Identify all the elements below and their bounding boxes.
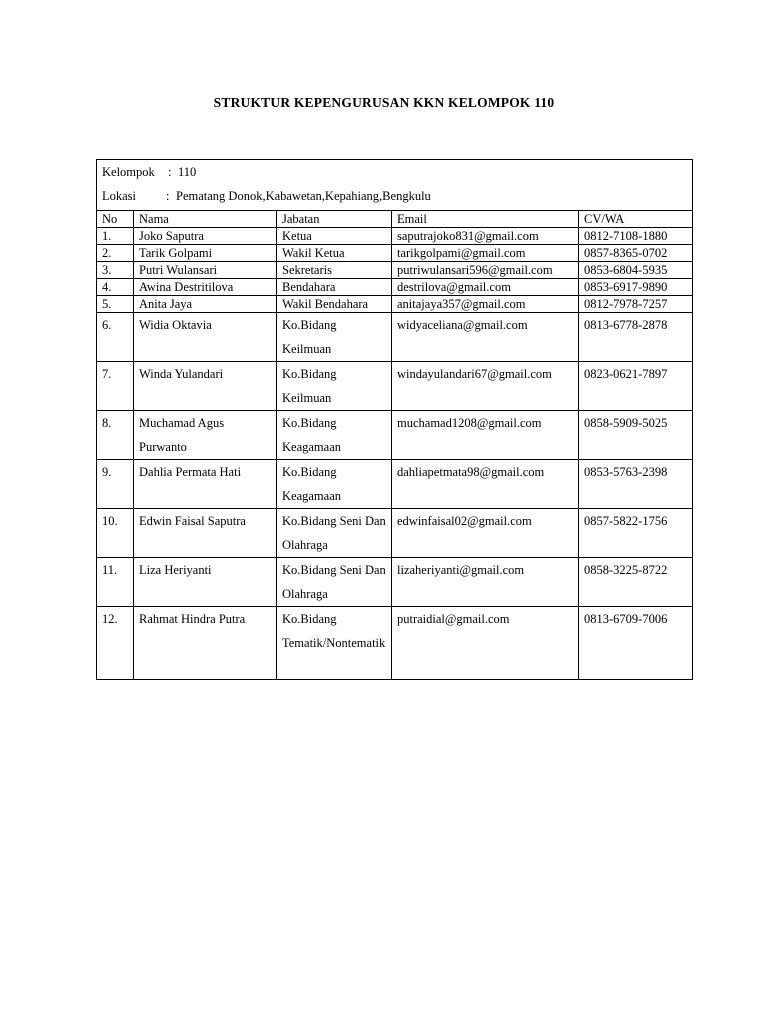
cell-email: destrilova@gmail.com xyxy=(392,279,579,296)
table-row xyxy=(97,460,693,509)
cell-nama: Edwin Faisal Saputra xyxy=(134,509,277,558)
cell-email: lizaheriyanti@gmail.com xyxy=(392,558,579,607)
cell-jabatan: Wakil Bendahara xyxy=(277,296,392,313)
table-row xyxy=(97,411,693,460)
kelompok-value: 110 xyxy=(178,165,197,179)
cell-nama: Putri Wulansari xyxy=(134,262,277,279)
kelompok-line xyxy=(102,160,687,184)
table-row xyxy=(97,228,693,245)
cell-no: 5. xyxy=(97,296,134,313)
table-meta-row xyxy=(97,160,693,211)
cell-no: 6. xyxy=(97,313,134,362)
lokasi-separator: : xyxy=(166,189,170,203)
cell-email: windayulandari67@gmail.com xyxy=(392,362,579,411)
table-row xyxy=(97,313,693,362)
table-row xyxy=(97,509,693,558)
column-header-nama: Nama xyxy=(134,211,277,228)
cell-jabatan: Ketua xyxy=(277,228,392,245)
cell-nama: Liza Heriyanti xyxy=(134,558,277,607)
table-row xyxy=(97,279,693,296)
cell-no: 11. xyxy=(97,558,134,607)
cell-wa: 0813-6778-2878 xyxy=(579,313,693,362)
cell-wa: 0812-7108-1880 xyxy=(579,228,693,245)
cell-no: 7. xyxy=(97,362,134,411)
column-header-wa: CV/WA xyxy=(579,211,693,228)
table-row xyxy=(97,558,693,607)
cell-no: 8. xyxy=(97,411,134,460)
lokasi-line xyxy=(102,184,687,208)
table-header-row xyxy=(97,211,693,228)
cell-email: widyaceliana@gmail.com xyxy=(392,313,579,362)
cell-no: 10. xyxy=(97,509,134,558)
column-header-no: No xyxy=(97,211,134,228)
cell-nama: Tarik Golpami xyxy=(134,245,277,262)
cell-wa: 0857-8365-0702 xyxy=(579,245,693,262)
document-title: STRUKTUR KEPENGURUSAN KKN KELOMPOK 110 xyxy=(213,95,555,110)
cell-wa: 0823-0621-7897 xyxy=(579,362,693,411)
table-row xyxy=(97,362,693,411)
cell-jabatan: Ko.Bidang Keagamaan xyxy=(277,460,392,509)
cell-jabatan: Ko.Bidang Keilmuan xyxy=(277,362,392,411)
cell-jabatan: Wakil Ketua xyxy=(277,245,392,262)
cell-email: tarikgolpami@gmail.com xyxy=(392,245,579,262)
cell-wa: 0853-5763-2398 xyxy=(579,460,693,509)
cell-nama: Joko Saputra xyxy=(134,228,277,245)
kelompok-separator: : xyxy=(168,165,172,179)
kelompok-label: Kelompok xyxy=(102,165,155,179)
cell-no: 4. xyxy=(97,279,134,296)
cell-wa: 0858-5909-5025 xyxy=(579,411,693,460)
cell-email: anitajaya357@gmail.com xyxy=(392,296,579,313)
cell-email: saputrajoko831@gmail.com xyxy=(392,228,579,245)
cell-wa: 0857-5822-1756 xyxy=(579,509,693,558)
cell-no: 2. xyxy=(97,245,134,262)
cell-nama: Rahmat Hindra Putra xyxy=(134,607,277,680)
cell-wa: 0812-7978-7257 xyxy=(579,296,693,313)
cell-nama: Dahlia Permata Hati xyxy=(134,460,277,509)
table-meta-cell xyxy=(97,160,693,211)
cell-no: 12. xyxy=(97,607,134,680)
cell-jabatan: Ko.Bidang Keagamaan xyxy=(277,411,392,460)
cell-nama: Awina Destritilova xyxy=(134,279,277,296)
table-row xyxy=(97,296,693,313)
lokasi-label: Lokasi xyxy=(102,189,137,203)
cell-no: 1. xyxy=(97,228,134,245)
cell-jabatan: Sekretaris xyxy=(277,262,392,279)
cell-wa: 0858-3225-8722 xyxy=(579,558,693,607)
table-row xyxy=(97,607,693,680)
cell-email: putriwulansari596@gmail.com xyxy=(392,262,579,279)
cell-jabatan: Bendahara xyxy=(277,279,392,296)
cell-no: 9. xyxy=(97,460,134,509)
cell-jabatan: Ko.Bidang Seni Dan Olahraga xyxy=(277,558,392,607)
cell-email: edwinfaisal02@gmail.com xyxy=(392,509,579,558)
cell-wa: 0853-6804-5935 xyxy=(579,262,693,279)
cell-jabatan: Ko.Bidang Keilmuan xyxy=(277,313,392,362)
cell-nama: Muchamad Agus Purwanto xyxy=(134,411,277,460)
cell-email: putraidial@gmail.com xyxy=(392,607,579,680)
cell-jabatan: Ko.Bidang Tematik/Nontematik xyxy=(277,607,392,680)
table-row xyxy=(97,245,693,262)
cell-wa: 0853-6917-9890 xyxy=(579,279,693,296)
column-header-jabatan: Jabatan xyxy=(277,211,392,228)
table-row xyxy=(97,262,693,279)
cell-wa: 0813-6709-7006 xyxy=(579,607,693,680)
cell-nama: Widia Oktavia xyxy=(134,313,277,362)
cell-jabatan: Ko.Bidang Seni Dan Olahraga xyxy=(277,509,392,558)
lokasi-value: Pematang Donok,Kabawetan,Kepahiang,Bengkulu xyxy=(176,189,431,203)
cell-email: dahliapetmata98@gmail.com xyxy=(392,460,579,509)
column-header-email: Email xyxy=(392,211,579,228)
cell-nama: Anita Jaya xyxy=(134,296,277,313)
organization-table xyxy=(96,159,693,680)
cell-nama: Winda Yulandari xyxy=(134,362,277,411)
cell-no: 3. xyxy=(97,262,134,279)
cell-email: muchamad1208@gmail.com xyxy=(392,411,579,460)
